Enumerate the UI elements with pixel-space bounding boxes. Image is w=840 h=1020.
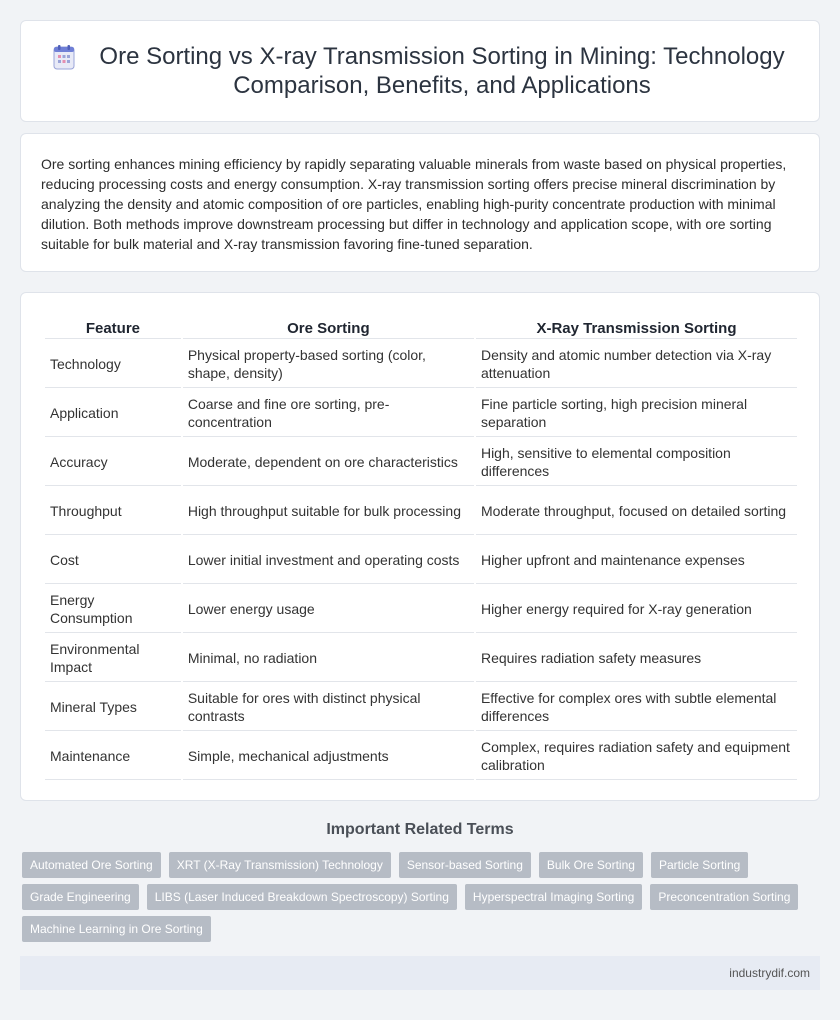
xrt-sorting-cell: Requires radiation safety measures <box>476 635 797 682</box>
table-row <box>45 537 797 584</box>
header-xrt-sorting: X-Ray Transmission Sorting <box>476 317 797 339</box>
xrt-sorting-cell: High, sensitive to elemental composition differences <box>476 439 797 486</box>
intro-paragraph: Ore sorting enhances mining efficiency by rapidly separating valuable minerals from waste based on physical properties, reducing processing costs and energy consumption. X-ray transmission sorting offers precise mineral discrimination by analyzing the density and atomic composition of ore particles, enabling high-purity concentrate production with minimal dilution. Both methods improve downstream processing but differ in technology and application scope, with ore sorting suitable for bulk material and X-ray transmission favoring fine-tuned separation. <box>41 156 787 252</box>
feature-cell: Energy Consumption <box>45 586 181 633</box>
ore-sorting-cell: Suitable for ores with distinct physical contrasts <box>183 684 474 731</box>
ore-sorting-cell: Physical property-based sorting (color, shape, density) <box>183 341 474 388</box>
feature-cell: Mineral Types <box>45 684 181 731</box>
table-row <box>45 586 797 633</box>
feature-cell: Throughput <box>45 488 181 535</box>
ore-sorting-cell: Lower energy usage <box>183 586 474 633</box>
comparison-table-card <box>20 292 820 801</box>
feature-cell: Environmental Impact <box>45 635 181 682</box>
table-row <box>45 635 797 682</box>
related-term-tag[interactable]: Bulk Ore Sorting <box>539 852 643 878</box>
table-header-row <box>45 317 797 339</box>
related-term-tag[interactable]: Hyperspectral Imaging Sorting <box>465 884 642 910</box>
related-terms-heading: Important Related Terms <box>326 821 514 838</box>
ore-sorting-cell: Lower initial investment and operating costs <box>183 537 474 584</box>
feature-cell: Technology <box>45 341 181 388</box>
xrt-sorting-cell: Fine particle sorting, high precision mineral separation <box>476 390 797 437</box>
xrt-sorting-cell: Higher energy required for X-ray generation <box>476 586 797 633</box>
title-card <box>20 20 820 122</box>
related-term-tag[interactable]: LIBS (Laser Induced Breakdown Spectroscopy) Sorting <box>147 884 457 910</box>
header-ore-sorting: Ore Sorting <box>183 317 474 339</box>
ore-sorting-cell: Moderate, dependent on ore characteristics <box>183 439 474 486</box>
document-icon <box>53 44 75 70</box>
ore-sorting-cell: High throughput suitable for bulk processing <box>183 488 474 535</box>
comparison-table <box>43 315 799 782</box>
xrt-sorting-cell: Effective for complex ores with subtle elemental differences <box>476 684 797 731</box>
table-row <box>45 488 797 535</box>
ore-sorting-cell: Simple, mechanical adjustments <box>183 733 474 780</box>
related-terms-list <box>22 852 812 948</box>
related-term-tag[interactable]: Particle Sorting <box>651 852 748 878</box>
feature-cell: Accuracy <box>45 439 181 486</box>
xrt-sorting-cell: Higher upfront and maintenance expenses <box>476 537 797 584</box>
related-term-tag[interactable]: XRT (X-Ray Transmission) Technology <box>169 852 391 878</box>
xrt-sorting-cell: Density and atomic number detection via X-ray attenuation <box>476 341 797 388</box>
xrt-sorting-cell: Moderate throughput, focused on detailed sorting <box>476 488 797 535</box>
feature-cell: Application <box>45 390 181 437</box>
xrt-sorting-cell: Complex, requires radiation safety and equipment calibration <box>476 733 797 780</box>
page-title: Ore Sorting vs X-ray Transmission Sorting in Mining: Technology Comparison, Benefits, and Applications <box>99 43 785 99</box>
related-term-tag[interactable]: Grade Engineering <box>22 884 139 910</box>
feature-cell: Cost <box>45 537 181 584</box>
feature-cell: Maintenance <box>45 733 181 780</box>
related-term-tag[interactable]: Automated Ore Sorting <box>22 852 161 878</box>
ore-sorting-cell: Minimal, no radiation <box>183 635 474 682</box>
related-term-tag[interactable]: Preconcentration Sorting <box>650 884 798 910</box>
footer-site-link[interactable]: industrydif.com <box>729 966 810 980</box>
intro-card <box>20 133 820 272</box>
table-row <box>45 733 797 780</box>
related-term-tag[interactable]: Sensor-based Sorting <box>399 852 531 878</box>
table-row <box>45 439 797 486</box>
ore-sorting-cell: Coarse and fine ore sorting, pre-concentration <box>183 390 474 437</box>
header-feature: Feature <box>45 317 181 339</box>
table-row <box>45 684 797 731</box>
table-row <box>45 341 797 388</box>
footer <box>20 956 820 990</box>
table-row <box>45 390 797 437</box>
related-term-tag[interactable]: Machine Learning in Ore Sorting <box>22 916 211 942</box>
